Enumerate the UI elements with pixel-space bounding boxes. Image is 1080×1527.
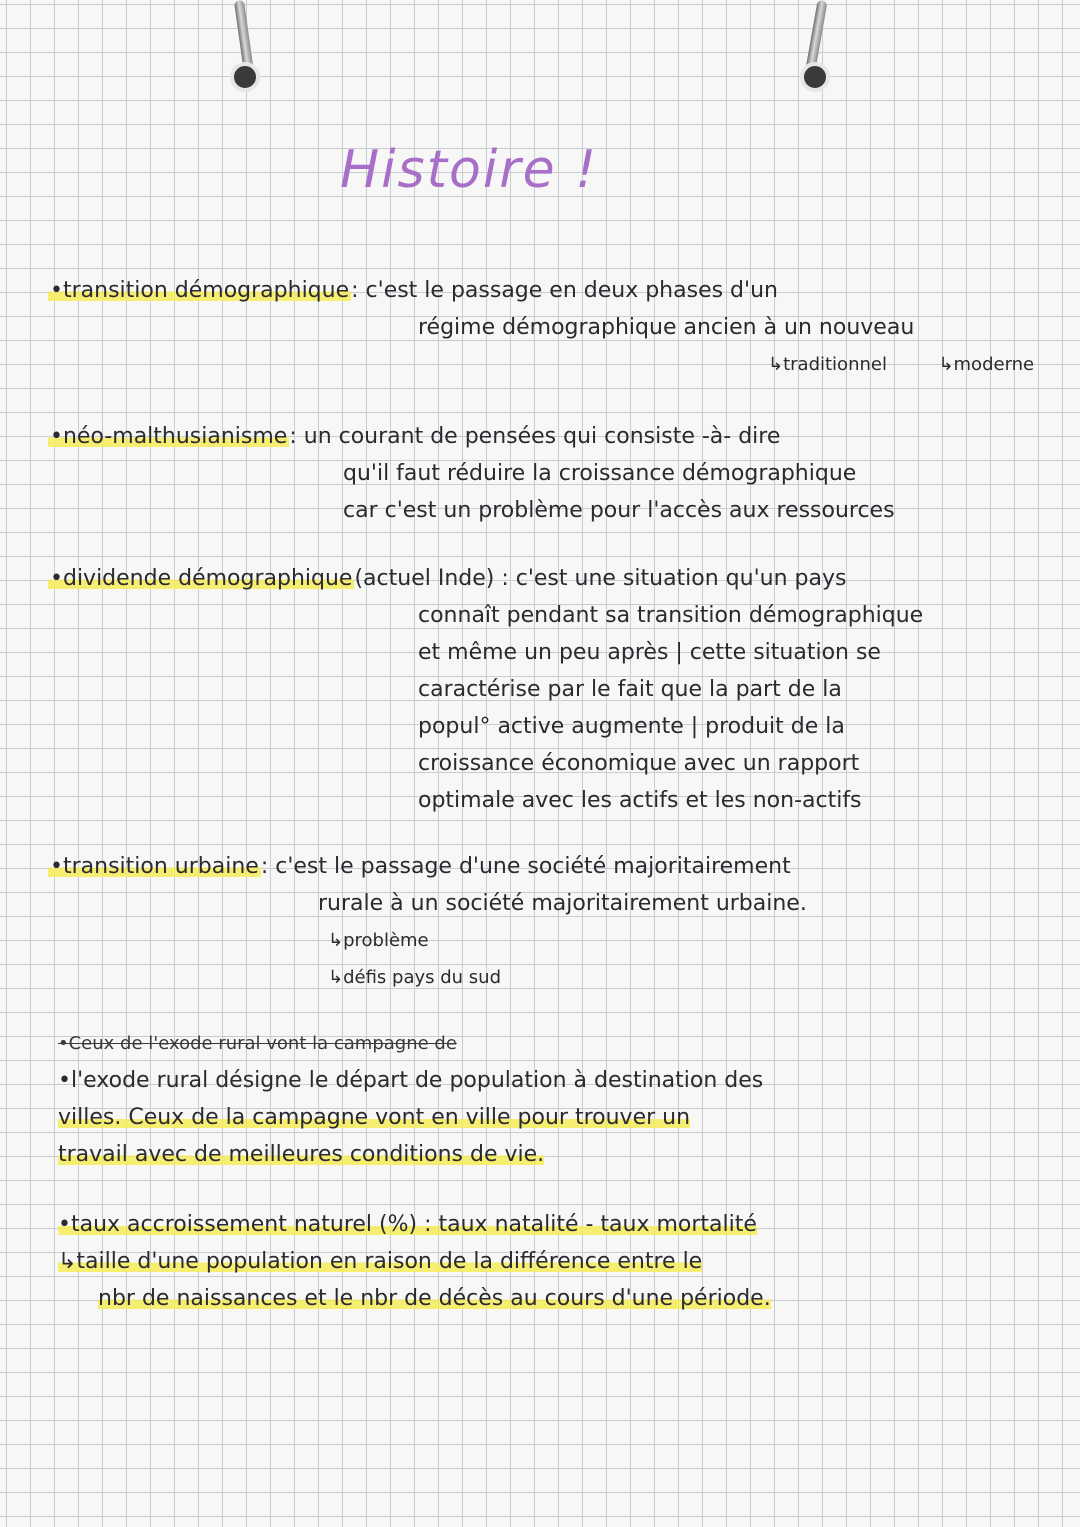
definition-line: connaît pendant sa transition démographique bbox=[418, 603, 924, 628]
definition-line bbox=[58, 1136, 763, 1173]
page-title: Histoire ! bbox=[340, 140, 599, 200]
definition-line: qu'il faut réduire la croissance démographique bbox=[343, 461, 857, 486]
term-label: •dividende démographique bbox=[50, 566, 353, 591]
highlighted-text: villes. Ceux de la campagne vont en ville pour trouver un bbox=[58, 1105, 691, 1130]
definition-line: : un courant de pensées qui consiste -à- dire bbox=[289, 424, 781, 449]
definition-line bbox=[58, 1280, 771, 1317]
definition-line: croissance économique avec un rapport bbox=[418, 751, 860, 776]
definition-transition-urbaine bbox=[48, 848, 807, 996]
note: ↳moderne bbox=[938, 354, 1035, 375]
definition-line: optimale avec les actifs et les non-actifs bbox=[418, 788, 862, 813]
definition-line: car c'est un problème pour l'accès aux ressources bbox=[343, 498, 895, 523]
term-label: •transition urbaine bbox=[50, 854, 259, 879]
term-label: •néo-malthusianisme bbox=[50, 424, 288, 449]
definition-line: rurale à un société majoritairement urbaine. bbox=[318, 891, 807, 916]
definition-taux-accroissement bbox=[58, 1206, 771, 1317]
definition-transition-demographique bbox=[48, 272, 1034, 383]
note: ↳problème bbox=[328, 930, 429, 951]
definition-line: •l'exode rural désigne le départ de population à destination des bbox=[58, 1068, 764, 1093]
definition-line: popul° active augmente | produit de la bbox=[418, 714, 845, 739]
definition-line: et même un peu après | cette situation se bbox=[418, 640, 881, 665]
note: ↳défis pays du sud bbox=[328, 967, 501, 988]
definition-line bbox=[58, 1243, 771, 1280]
definition-line: régime démographique ancien à un nouveau bbox=[418, 315, 915, 340]
definition-line bbox=[58, 1099, 763, 1136]
note: ↳traditionnel bbox=[768, 354, 887, 375]
highlighted-text: ↳taille d'une population en raison de la différence entre le bbox=[58, 1249, 703, 1274]
highlighted-text: nbr de naissances et le nbr de décès au cours d'une période. bbox=[98, 1286, 771, 1311]
definition-line: : c'est le passage en deux phases d'un bbox=[351, 278, 778, 303]
definition-exode-rural bbox=[58, 1025, 763, 1173]
definition-dividende-demographique bbox=[48, 560, 923, 819]
definition-line: (actuel Inde) : c'est une situation qu'un pays bbox=[354, 566, 847, 591]
binder-ring-left bbox=[230, 0, 260, 100]
term-label: •transition démographique bbox=[50, 278, 350, 303]
binder-ring-right bbox=[800, 0, 830, 100]
definition-line: : c'est le passage d'une société majoritairement bbox=[260, 854, 791, 879]
definition-line: caractérise par le fait que la part de la bbox=[418, 677, 842, 702]
highlighted-text: •taux accroissement naturel (%) : taux natalité - taux mortalité bbox=[58, 1212, 757, 1237]
definition-neo-malthusianisme bbox=[48, 418, 895, 529]
struck-line: •Ceux de l'exode rural vont la campagne de bbox=[58, 1033, 457, 1054]
highlighted-text: travail avec de meilleures conditions de vie. bbox=[58, 1142, 545, 1167]
definition-line bbox=[58, 1206, 771, 1243]
